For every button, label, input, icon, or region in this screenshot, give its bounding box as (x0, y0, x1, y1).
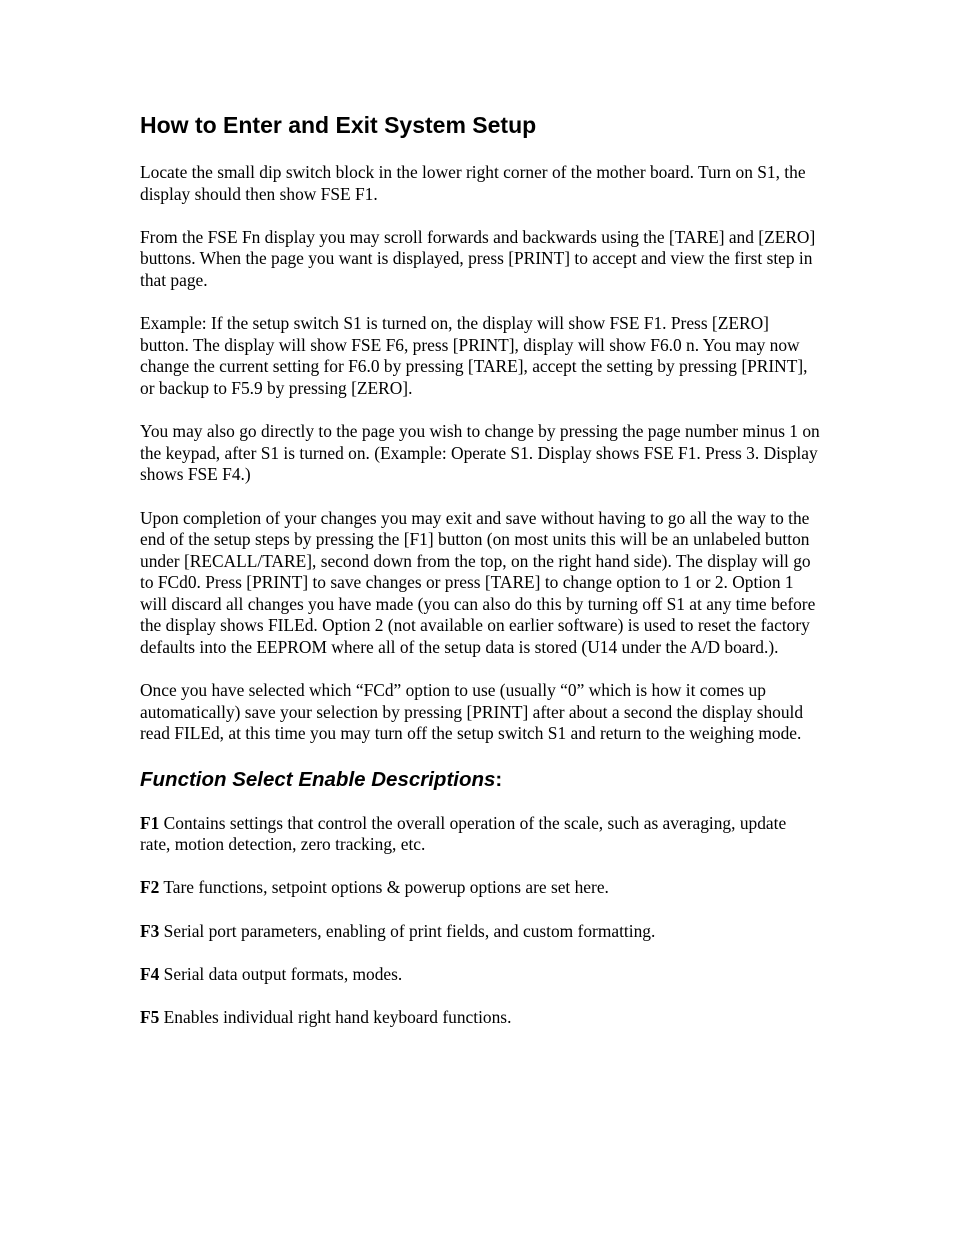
function-description: Serial data output formats, modes. (159, 963, 403, 984)
function-label: F1 (140, 812, 160, 833)
function-label: F5 (140, 1006, 160, 1027)
function-item-f1 (140, 813, 820, 856)
page-title: How to Enter and Exit System Setup (140, 112, 537, 138)
paragraph-scroll-pages: From the FSE Fn display you may scroll forwards and backwards using the [TARE] and [ZERO] buttons. When the page you want is displayed, press [PRINT] to accept and view the first step in that page. (140, 226, 816, 290)
function-description: Enables individual right hand keyboard functions. (159, 1006, 512, 1027)
function-description: Tare functions, setpoint options & powerup options are set here. (159, 877, 609, 898)
function-description: Serial port parameters, enabling of print fields, and custom formatting. (159, 920, 656, 941)
section-subtitle-text: Function Select Enable Descriptions (140, 767, 496, 791)
function-label: F4 (140, 963, 160, 984)
function-description: Contains settings that control the overall operation of the scale, such as averaging, update rate, motion detection, zero tracking, etc. (140, 812, 787, 855)
function-item-f2 (140, 877, 820, 899)
function-label: F3 (140, 920, 160, 941)
section-subtitle (140, 767, 820, 793)
paragraph-example: Example: If the setup switch S1 is turned on, the display will show FSE F1. Press [ZERO] button. The display will show FSE F6, press [PRINT], display will show F6.0 n. You may now change the current setting for F6.0 by pressing [TARE], accept the setting by pressing [PRINT], or backup to F5.9 by pressing [ZERO]. (140, 313, 808, 398)
paragraph-locate-switch: Locate the small dip switch block in the lower right corner of the mother board. Turn on S1, the display should then show FSE F1. (140, 162, 806, 204)
section-subtitle-colon: : (495, 767, 503, 791)
function-item-f3 (140, 921, 820, 943)
paragraph-direct-page: You may also go directly to the page you wish to change by pressing the page number minus 1 on the keypad, after S1 is turned on. (Example: Operate S1. Display shows FSE F1. Press 3. Display shows FSE F4.) (140, 421, 820, 485)
function-item-f5 (140, 1007, 820, 1029)
function-item-f4 (140, 964, 820, 986)
paragraph-fcd-option: Once you have selected which “FCd” option to use (usually “0” which is how it comes up automatically) save your selection by pressing [PRINT] after about a second the display should read FILEd, at this time you may turn off the setup switch S1 and return to the weighing mode. (140, 680, 804, 744)
function-label: F2 (140, 877, 160, 898)
document-page (140, 110, 820, 1050)
paragraph-exit-save: Upon completion of your changes you may exit and save without having to go all the way to the end of the setup steps by pressing the [F1] button (on most units this will be an unlabeled button under [RECALL/TARE], second down from the top, on the right hand side). The display will go to FCd0. Press [PRINT] to save changes or press [TARE] to change option to 1 or 2. Option 1 will discard all changes you have made (you can also do this by turning off S1 at any time before the display shows FILEd. Option 2 (not available on earlier software) is used to reset the factory defaults into the EEPROM where all of the setup data is stored (U14 under the A/D board.). (140, 507, 816, 658)
